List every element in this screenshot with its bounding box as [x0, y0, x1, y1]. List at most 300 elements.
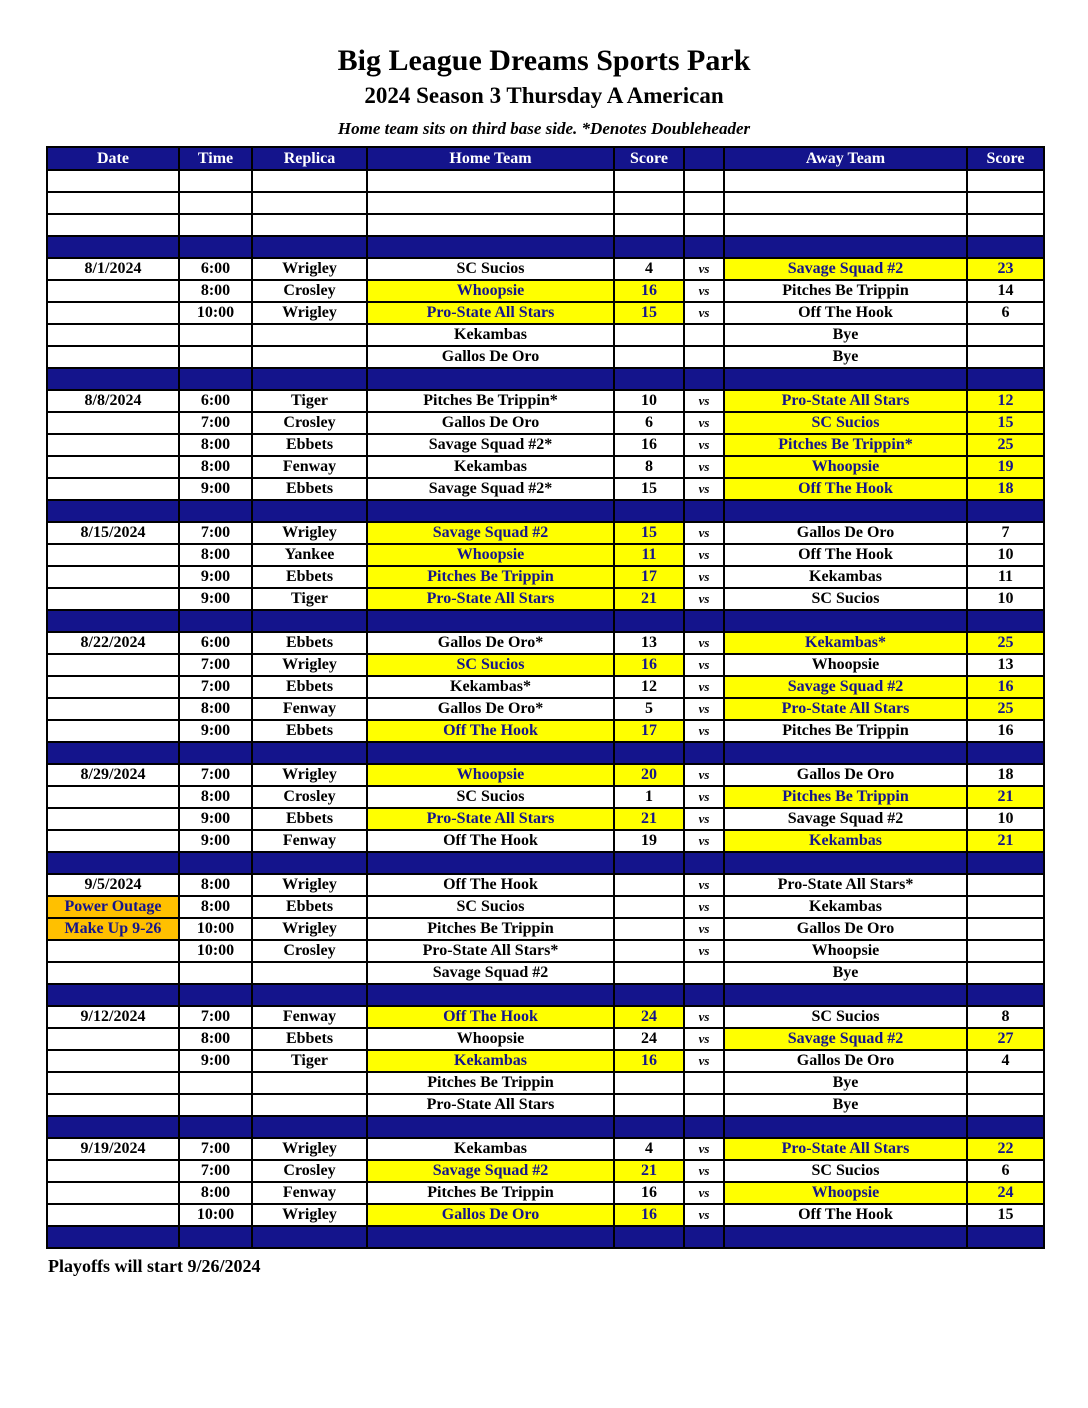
- vs-cell: [684, 1116, 724, 1138]
- vs-cell: vs: [684, 390, 724, 412]
- away-score-cell: 18: [967, 764, 1044, 786]
- replica-cell: Tiger: [252, 390, 367, 412]
- home-score-cell: [614, 874, 684, 896]
- separator-row: [47, 236, 1044, 258]
- date-cell: [47, 412, 179, 434]
- time-cell: 8:00: [179, 786, 252, 808]
- vs-cell: vs: [684, 1028, 724, 1050]
- header-away-team: Away Team: [724, 147, 967, 170]
- replica-cell: Ebbets: [252, 676, 367, 698]
- replica-cell: [252, 192, 367, 214]
- replica-cell: [252, 1094, 367, 1116]
- time-cell: 7:00: [179, 654, 252, 676]
- table-header-row: [47, 147, 1044, 170]
- date-cell: [47, 940, 179, 962]
- game-row: [47, 874, 1044, 896]
- replica-cell: [252, 984, 367, 1006]
- date-cell: [47, 1050, 179, 1072]
- date-cell: 9/19/2024: [47, 1138, 179, 1160]
- replica-cell: [252, 214, 367, 236]
- away-score-cell: [967, 346, 1044, 368]
- away-score-cell: [967, 1116, 1044, 1138]
- game-row: [47, 390, 1044, 412]
- empty-row: [47, 170, 1044, 192]
- vs-cell: vs: [684, 1160, 724, 1182]
- away-score-cell: 15: [967, 412, 1044, 434]
- home-score-cell: [614, 192, 684, 214]
- away-score-cell: 14: [967, 280, 1044, 302]
- replica-cell: Crosley: [252, 1160, 367, 1182]
- header-home-team: Home Team: [367, 147, 614, 170]
- game-row: [47, 522, 1044, 544]
- date-cell: [47, 654, 179, 676]
- replica-cell: Crosley: [252, 940, 367, 962]
- separator-row: [47, 852, 1044, 874]
- away-team-cell: SC Sucios: [724, 412, 967, 434]
- away-score-cell: 25: [967, 698, 1044, 720]
- away-score-cell: [967, 984, 1044, 1006]
- home-score-cell: [614, 368, 684, 390]
- time-cell: 10:00: [179, 940, 252, 962]
- away-score-cell: 10: [967, 808, 1044, 830]
- away-score-cell: [967, 368, 1044, 390]
- game-row: [47, 302, 1044, 324]
- replica-cell: Wrigley: [252, 1204, 367, 1226]
- vs-cell: vs: [684, 632, 724, 654]
- home-score-cell: 4: [614, 1138, 684, 1160]
- away-score-cell: [967, 610, 1044, 632]
- game-row: [47, 698, 1044, 720]
- time-cell: [179, 1116, 252, 1138]
- home-score-cell: 17: [614, 720, 684, 742]
- vs-cell: [684, 368, 724, 390]
- game-row: [47, 434, 1044, 456]
- time-cell: 8:00: [179, 544, 252, 566]
- away-team-cell: Whoopsie: [724, 1182, 967, 1204]
- away-team-cell: [724, 1116, 967, 1138]
- replica-cell: Ebbets: [252, 720, 367, 742]
- date-cell: [47, 1160, 179, 1182]
- home-score-cell: [614, 346, 684, 368]
- away-score-cell: 27: [967, 1028, 1044, 1050]
- away-score-cell: [967, 170, 1044, 192]
- away-score-cell: [967, 236, 1044, 258]
- time-cell: [179, 236, 252, 258]
- date-cell: [47, 214, 179, 236]
- empty-row: [47, 192, 1044, 214]
- replica-cell: [252, 500, 367, 522]
- date-cell: [47, 830, 179, 852]
- vs-cell: vs: [684, 280, 724, 302]
- away-team-cell: Whoopsie: [724, 456, 967, 478]
- date-cell: [47, 346, 179, 368]
- time-cell: [179, 610, 252, 632]
- game-row: [47, 654, 1044, 676]
- away-team-cell: Savage Squad #2: [724, 676, 967, 698]
- replica-cell: [252, 236, 367, 258]
- replica-cell: Fenway: [252, 1182, 367, 1204]
- time-cell: 8:00: [179, 874, 252, 896]
- time-cell: 9:00: [179, 1050, 252, 1072]
- away-team-cell: Pitches Be Trippin: [724, 720, 967, 742]
- home-team-cell: Pitches Be Trippin: [367, 918, 614, 940]
- replica-cell: [252, 346, 367, 368]
- vs-cell: vs: [684, 434, 724, 456]
- date-cell: 8/15/2024: [47, 522, 179, 544]
- separator-row: [47, 984, 1044, 1006]
- replica-cell: Crosley: [252, 280, 367, 302]
- vs-cell: vs: [684, 588, 724, 610]
- date-cell: [47, 1094, 179, 1116]
- home-score-cell: 5: [614, 698, 684, 720]
- away-score-cell: 6: [967, 302, 1044, 324]
- home-score-cell: [614, 500, 684, 522]
- away-team-cell: Whoopsie: [724, 940, 967, 962]
- game-row: [47, 478, 1044, 500]
- vs-cell: vs: [684, 676, 724, 698]
- vs-cell: vs: [684, 896, 724, 918]
- home-score-cell: 21: [614, 1160, 684, 1182]
- away-team-cell: Savage Squad #2: [724, 808, 967, 830]
- page-header: [0, 0, 1088, 139]
- home-score-cell: 1: [614, 786, 684, 808]
- empty-row: [47, 214, 1044, 236]
- home-team-cell: Kekambas: [367, 324, 614, 346]
- vs-cell: [684, 1226, 724, 1248]
- away-team-cell: Kekambas*: [724, 632, 967, 654]
- away-team-cell: Savage Squad #2: [724, 258, 967, 280]
- home-score-cell: 24: [614, 1028, 684, 1050]
- replica-cell: [252, 170, 367, 192]
- date-cell: 8/22/2024: [47, 632, 179, 654]
- time-cell: 8:00: [179, 896, 252, 918]
- vs-cell: [684, 192, 724, 214]
- away-team-cell: SC Sucios: [724, 1160, 967, 1182]
- home-score-cell: 6: [614, 412, 684, 434]
- away-score-cell: 16: [967, 720, 1044, 742]
- date-cell: [47, 1116, 179, 1138]
- away-team-cell: [724, 1226, 967, 1248]
- away-score-cell: [967, 742, 1044, 764]
- page-subtitle: 2024 Season 3 Thursday A American: [364, 83, 724, 108]
- time-cell: 8:00: [179, 1182, 252, 1204]
- replica-cell: Ebbets: [252, 566, 367, 588]
- time-cell: 9:00: [179, 566, 252, 588]
- time-cell: 8:00: [179, 280, 252, 302]
- replica-cell: Wrigley: [252, 258, 367, 280]
- vs-cell: vs: [684, 522, 724, 544]
- away-team-cell: Gallos De Oro: [724, 764, 967, 786]
- home-team-cell: Gallos De Oro*: [367, 698, 614, 720]
- time-cell: 6:00: [179, 258, 252, 280]
- header-away-score: Score: [967, 147, 1044, 170]
- home-team-cell: Pro-State All Stars*: [367, 940, 614, 962]
- time-cell: 9:00: [179, 720, 252, 742]
- time-cell: 9:00: [179, 478, 252, 500]
- away-team-cell: Pro-State All Stars: [724, 698, 967, 720]
- replica-cell: Wrigley: [252, 522, 367, 544]
- home-team-cell: Kekambas: [367, 1138, 614, 1160]
- time-cell: 8:00: [179, 698, 252, 720]
- home-score-cell: 16: [614, 280, 684, 302]
- game-row: [47, 632, 1044, 654]
- home-score-cell: 15: [614, 522, 684, 544]
- vs-cell: [684, 346, 724, 368]
- time-cell: 7:00: [179, 1138, 252, 1160]
- game-row: [47, 1182, 1044, 1204]
- date-cell: [47, 962, 179, 984]
- vs-cell: vs: [684, 478, 724, 500]
- replica-cell: Wrigley: [252, 302, 367, 324]
- home-team-cell: Off The Hook: [367, 874, 614, 896]
- time-cell: [179, 170, 252, 192]
- schedule-table: [46, 146, 1045, 1249]
- time-cell: [179, 192, 252, 214]
- game-row: [47, 896, 1044, 918]
- game-row: [47, 830, 1044, 852]
- vs-cell: [684, 236, 724, 258]
- replica-cell: Wrigley: [252, 918, 367, 940]
- bye-row: [47, 346, 1044, 368]
- replica-cell: Ebbets: [252, 478, 367, 500]
- home-score-cell: 16: [614, 434, 684, 456]
- date-cell: [47, 1028, 179, 1050]
- home-score-cell: 16: [614, 1182, 684, 1204]
- home-team-cell: Pitches Be Trippin: [367, 566, 614, 588]
- home-score-cell: 16: [614, 654, 684, 676]
- away-score-cell: [967, 1094, 1044, 1116]
- game-row: [47, 808, 1044, 830]
- home-score-cell: [614, 896, 684, 918]
- home-team-cell: Gallos De Oro: [367, 1204, 614, 1226]
- date-cell: [47, 720, 179, 742]
- home-score-cell: 21: [614, 588, 684, 610]
- replica-cell: Wrigley: [252, 1138, 367, 1160]
- vs-cell: vs: [684, 258, 724, 280]
- vs-cell: vs: [684, 874, 724, 896]
- home-team-cell: [367, 368, 614, 390]
- vs-cell: [684, 610, 724, 632]
- home-team-cell: [367, 1116, 614, 1138]
- home-team-cell: Savage Squad #2*: [367, 434, 614, 456]
- away-team-cell: [724, 984, 967, 1006]
- home-team-cell: SC Sucios: [367, 896, 614, 918]
- vs-cell: vs: [684, 830, 724, 852]
- away-team-cell: Gallos De Oro: [724, 1050, 967, 1072]
- time-cell: [179, 1094, 252, 1116]
- replica-cell: Tiger: [252, 1050, 367, 1072]
- bye-row: [47, 1094, 1044, 1116]
- separator-row: [47, 1116, 1044, 1138]
- date-cell: [47, 456, 179, 478]
- away-team-cell: Whoopsie: [724, 654, 967, 676]
- away-score-cell: 24: [967, 1182, 1044, 1204]
- date-cell: [47, 280, 179, 302]
- vs-cell: vs: [684, 544, 724, 566]
- date-cell: 9/12/2024: [47, 1006, 179, 1028]
- vs-cell: vs: [684, 1204, 724, 1226]
- vs-cell: vs: [684, 1050, 724, 1072]
- date-cell: [47, 852, 179, 874]
- away-score-cell: [967, 874, 1044, 896]
- vs-cell: vs: [684, 302, 724, 324]
- vs-cell: [684, 500, 724, 522]
- home-score-cell: 15: [614, 478, 684, 500]
- vs-cell: [684, 852, 724, 874]
- away-score-cell: 19: [967, 456, 1044, 478]
- game-row: [47, 764, 1044, 786]
- time-cell: 8:00: [179, 1028, 252, 1050]
- replica-cell: Ebbets: [252, 1028, 367, 1050]
- vs-cell: vs: [684, 1182, 724, 1204]
- time-cell: 9:00: [179, 808, 252, 830]
- time-cell: 10:00: [179, 918, 252, 940]
- home-team-cell: [367, 170, 614, 192]
- separator-row: [47, 1226, 1044, 1248]
- replica-cell: [252, 1072, 367, 1094]
- vs-cell: [684, 324, 724, 346]
- replica-cell: Wrigley: [252, 654, 367, 676]
- away-team-cell: Off The Hook: [724, 544, 967, 566]
- time-cell: 9:00: [179, 588, 252, 610]
- home-score-cell: [614, 984, 684, 1006]
- date-cell: [47, 500, 179, 522]
- date-cell: [47, 588, 179, 610]
- time-cell: [179, 742, 252, 764]
- replica-cell: Ebbets: [252, 434, 367, 456]
- away-team-cell: [724, 170, 967, 192]
- home-score-cell: 16: [614, 1050, 684, 1072]
- replica-cell: [252, 1226, 367, 1248]
- date-cell: [47, 302, 179, 324]
- time-cell: 7:00: [179, 764, 252, 786]
- replica-cell: Yankee: [252, 544, 367, 566]
- vs-cell: vs: [684, 698, 724, 720]
- away-team-cell: [724, 192, 967, 214]
- vs-cell: vs: [684, 940, 724, 962]
- home-team-cell: Kekambas*: [367, 676, 614, 698]
- replica-cell: [252, 324, 367, 346]
- vs-cell: vs: [684, 808, 724, 830]
- away-score-cell: 18: [967, 478, 1044, 500]
- home-team-cell: Gallos De Oro: [367, 412, 614, 434]
- home-team-cell: [367, 610, 614, 632]
- away-score-cell: [967, 214, 1044, 236]
- home-score-cell: [614, 852, 684, 874]
- replica-cell: Crosley: [252, 412, 367, 434]
- replica-cell: Wrigley: [252, 764, 367, 786]
- replica-cell: [252, 742, 367, 764]
- home-score-cell: 4: [614, 258, 684, 280]
- away-team-cell: Bye: [724, 324, 967, 346]
- away-score-cell: [967, 192, 1044, 214]
- away-team-cell: Pro-State All Stars: [724, 390, 967, 412]
- away-score-cell: [967, 940, 1044, 962]
- vs-cell: vs: [684, 1138, 724, 1160]
- vs-cell: [684, 1094, 724, 1116]
- home-team-cell: [367, 742, 614, 764]
- date-cell: [47, 170, 179, 192]
- playoffs-footer: Playoffs will start 9/26/2024: [48, 1256, 261, 1276]
- time-cell: [179, 852, 252, 874]
- home-score-cell: 8: [614, 456, 684, 478]
- home-team-cell: SC Sucios: [367, 258, 614, 280]
- home-team-cell: Pro-State All Stars: [367, 808, 614, 830]
- time-cell: 7:00: [179, 676, 252, 698]
- away-team-cell: Savage Squad #2: [724, 1028, 967, 1050]
- away-score-cell: 22: [967, 1138, 1044, 1160]
- date-cell: [47, 610, 179, 632]
- header-replica: Replica: [252, 147, 367, 170]
- date-cell: [47, 324, 179, 346]
- date-cell: [47, 544, 179, 566]
- home-team-cell: Pro-State All Stars: [367, 1094, 614, 1116]
- date-cell: 8/1/2024: [47, 258, 179, 280]
- game-row: [47, 412, 1044, 434]
- date-cell: [47, 1204, 179, 1226]
- away-score-cell: [967, 324, 1044, 346]
- time-cell: 6:00: [179, 390, 252, 412]
- time-cell: [179, 214, 252, 236]
- page-title: Big League Dreams Sports Park: [337, 44, 751, 77]
- date-cell: [47, 984, 179, 1006]
- header-home-score: Score: [614, 147, 684, 170]
- date-cell: Make Up 9-26: [47, 918, 179, 940]
- home-team-cell: Pitches Be Trippin*: [367, 390, 614, 412]
- replica-cell: Fenway: [252, 698, 367, 720]
- home-score-cell: 12: [614, 676, 684, 698]
- replica-cell: Ebbets: [252, 896, 367, 918]
- game-row: [47, 1050, 1044, 1072]
- game-row: [47, 720, 1044, 742]
- home-score-cell: [614, 236, 684, 258]
- home-score-cell: 21: [614, 808, 684, 830]
- replica-cell: [252, 610, 367, 632]
- time-cell: 10:00: [179, 1204, 252, 1226]
- separator-row: [47, 742, 1044, 764]
- vs-cell: vs: [684, 764, 724, 786]
- time-cell: [179, 962, 252, 984]
- home-score-cell: [614, 918, 684, 940]
- replica-cell: Fenway: [252, 456, 367, 478]
- away-score-cell: 25: [967, 632, 1044, 654]
- home-score-cell: [614, 1116, 684, 1138]
- time-cell: [179, 500, 252, 522]
- replica-cell: Fenway: [252, 1006, 367, 1028]
- home-score-cell: [614, 324, 684, 346]
- replica-cell: [252, 962, 367, 984]
- away-team-cell: Pitches Be Trippin: [724, 786, 967, 808]
- time-cell: 10:00: [179, 302, 252, 324]
- away-score-cell: 13: [967, 654, 1044, 676]
- home-team-cell: Whoopsie: [367, 280, 614, 302]
- time-cell: 7:00: [179, 1006, 252, 1028]
- vs-cell: vs: [684, 720, 724, 742]
- away-team-cell: Pitches Be Trippin: [724, 280, 967, 302]
- time-cell: 9:00: [179, 830, 252, 852]
- home-team-cell: [367, 214, 614, 236]
- game-row: [47, 588, 1044, 610]
- away-team-cell: [724, 236, 967, 258]
- time-cell: [179, 368, 252, 390]
- away-team-cell: [724, 214, 967, 236]
- time-cell: 7:00: [179, 522, 252, 544]
- away-team-cell: Gallos De Oro: [724, 918, 967, 940]
- time-cell: [179, 984, 252, 1006]
- home-score-cell: [614, 610, 684, 632]
- replica-cell: [252, 1116, 367, 1138]
- separator-row: [47, 610, 1044, 632]
